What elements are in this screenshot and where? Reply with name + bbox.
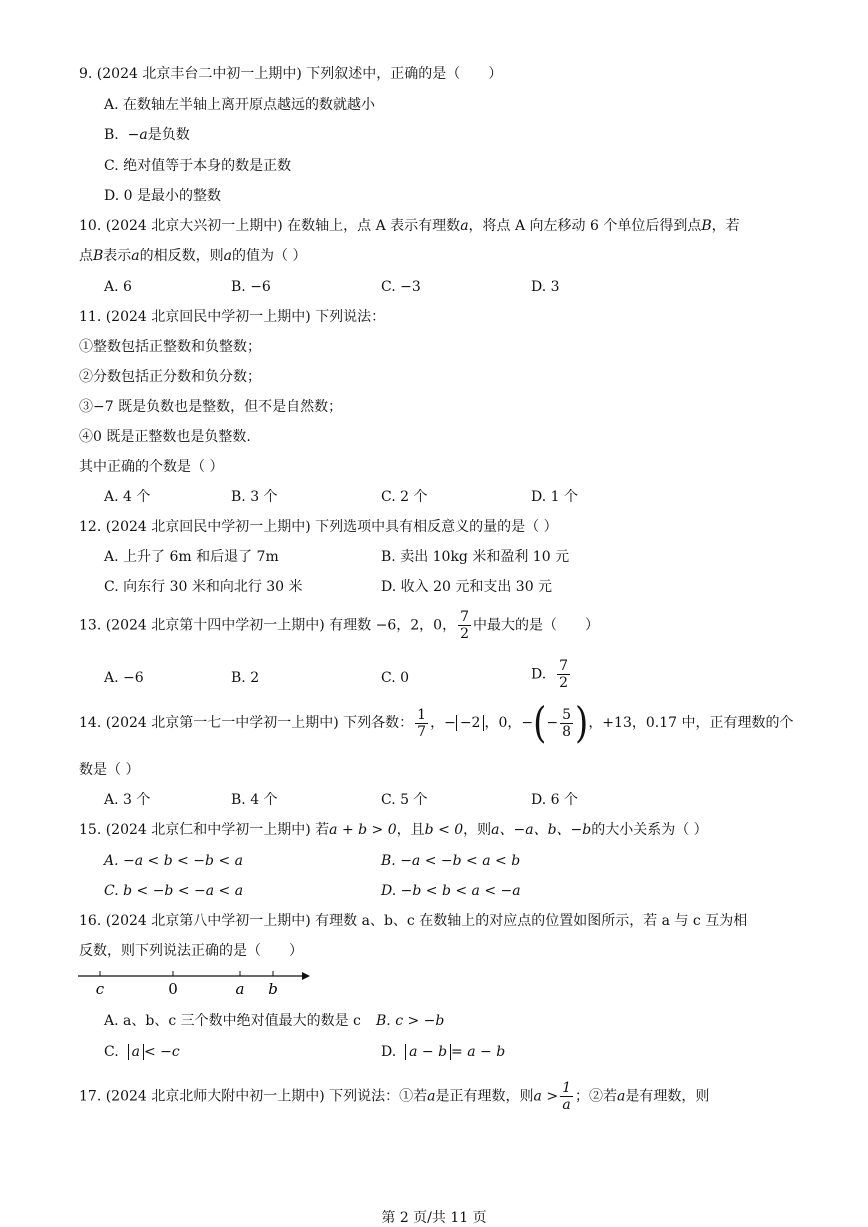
q10-option-a: A. 6 (104, 279, 132, 295)
q11-statement-3: ③−7 既是负数也是整数，但不是自然数； (79, 399, 343, 415)
q9-option-a: A. 在数轴左半轴上离开原点越远的数就越小 (104, 97, 376, 113)
q9-option-d: D. 0 是最小的整数 (104, 188, 221, 204)
q17-stem: 17. (2024 北京北师大附中初一上期中) 下列说法：①若a是正有理数，则a > $\frac{1}{a}$ ；②若a是有理数，则 (79, 1080, 710, 1113)
axis-label-0: 0 (168, 980, 178, 998)
q16-option-d: D. a − b = a − b (381, 1044, 506, 1060)
q13-fraction: $\frac{7}{2}$ (460, 609, 469, 642)
q11-stem: 11. (2024 北京回民中学初一上期中) 下列说法： (79, 309, 386, 325)
q14-option-c: C. 5 个 (381, 792, 428, 808)
q16-stem-line1: 16. (2024 北京第八中学初一上期中) 有理数 a、b、c 在数轴上的对应点的位置如图所示，若 a 与 c 互为相 (79, 913, 748, 929)
q11-option-b: B. 3 个 (231, 489, 278, 505)
q11-option-d: D. 1 个 (531, 489, 578, 505)
q16-option-b: B. c > −b (376, 1013, 445, 1029)
q11-statement-2: ②分数包括正分数和负分数； (79, 369, 261, 385)
q15-stem: 15. (2024 北京仁和中学初一上期中) 若a + b > 0，且b < 0，则a、−a、b、−b的大小关系为（ ） (79, 822, 708, 838)
q12-option-a: A. 上升了 6m 和后退了 7m (104, 549, 279, 565)
q11-statement-1: ①整数包括正整数和负整数； (79, 339, 261, 355)
axis-label-a: a (235, 980, 245, 998)
q12-stem: 12. (2024 北京回民中学初一上期中) 下列选项中具有相反意义的量的是（ ） (79, 519, 558, 535)
q16-option-c: C. a < −c (104, 1044, 180, 1060)
q10-stem-line2: 点B表示a的相反数，则a的值为（ ） (79, 248, 307, 264)
axis-label-c: c (95, 980, 105, 998)
q11-ask: 其中正确的个数是（ ） (79, 459, 224, 475)
q15-option-d: D. −b < b < a < −a (381, 883, 521, 899)
q13-option-c: C. 0 (381, 670, 410, 686)
q9-stem: 9. (2024 北京丰台二中初一上期中) 下列叙述中，正确的是（ ） (79, 66, 503, 82)
q16-stem-line2: 反数，则下列说法正确的是（ ） (79, 943, 303, 959)
page-footer: 第 2 页/共 11 页 (381, 1210, 487, 1226)
q15-option-c: C. b < −b < −a < a (104, 883, 244, 899)
q14-stem-line1: 14. (2024 北京第一七一中学初一上期中) 下列各数： $\frac{1}{7}$ ，− −2 ，0，−(− $\frac{5}{8}$ )，+13，0.17 中，正有理数的个 (79, 698, 794, 748)
q15-option-a: A. −a < b < −b < a (104, 853, 243, 869)
q10-stem-line1: 10. (2024 北京大兴初一上期中) 在数轴上，点 A 表示有理数a，将点 A 向左移动 6 个单位后得到点B，若 (79, 218, 740, 234)
q10-option-b: B. −6 (231, 279, 271, 295)
q14-option-a: A. 3 个 (104, 792, 151, 808)
q13-option-a: A. −6 (104, 670, 144, 686)
q16-option-a: A. a、b、c 三个数中绝对值最大的数是 c (104, 1013, 361, 1029)
q11-option-a: A. 4 个 (104, 489, 151, 505)
axis-label-b: b (268, 980, 278, 998)
q13-option-d: D. $\frac{7}{2}$ (531, 658, 569, 691)
q14-fraction-2: $\frac{5}{8}$ (562, 706, 572, 740)
q10-option-c: C. −3 (381, 279, 421, 295)
q12-option-d: D. 收入 20 元和支出 30 元 (381, 579, 553, 595)
q13-stem: 13. (2024 北京第十四中学初一上期中) 有理数 −6，2，0， $\frac{7}{2}$ 中最大的是（ ） (79, 609, 599, 642)
q14-option-d: D. 6 个 (531, 792, 578, 808)
q14-option-b: B. 4 个 (231, 792, 278, 808)
q16-number-line (78, 966, 310, 1002)
q13-option-b: B. 2 (231, 670, 260, 686)
q15-option-b: B. −a < −b < a < b (381, 853, 521, 869)
q12-option-c: C. 向东行 30 米和向北行 30 米 (104, 579, 303, 595)
q14-stem-line2: 数是（ ） (79, 762, 140, 778)
q14-fraction-1: $\frac{1}{7}$ (417, 706, 427, 740)
q14-absolute-value: −2 (456, 715, 485, 731)
q9-option-c: C. 绝对值等于本身的数是正数 (104, 158, 292, 174)
q11-statement-4: ④0 既是正整数也是负整数. (79, 429, 251, 445)
q10-option-d: D. 3 (531, 279, 560, 295)
q11-option-c: C. 2 个 (381, 489, 428, 505)
q12-option-b: B. 卖出 10kg 米和盈利 10 元 (381, 549, 570, 565)
q9-option-b: B. −a是负数 (104, 127, 190, 143)
